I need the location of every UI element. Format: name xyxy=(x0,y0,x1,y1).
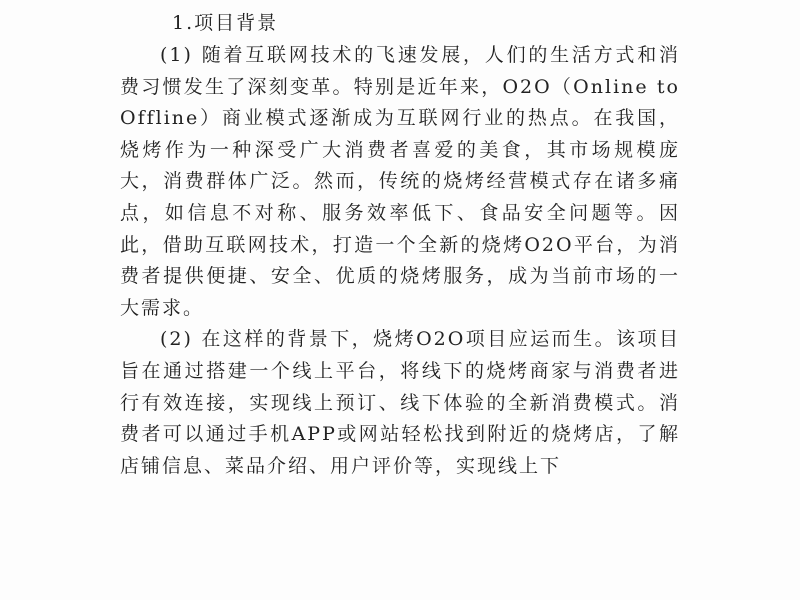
section-heading: 1.项目背景 xyxy=(172,12,279,34)
paragraph-2: (2) 在这样的背景下，烧烤O2O项目应运而生。该项目旨在通过搭建一个线上平台，将线下的烧烤商家与消费者进行有效连接，实现线上预订、线下体验的全新消费模式。消费者可以通过手机APP或网站轻松找到附近的烧烤店，了解店铺信息、菜品介绍、用户评价等，实现线上下 xyxy=(120,328,680,477)
document-body xyxy=(120,8,680,482)
paragraph-1: (1) 随着互联网技术的飞速发展，人们的生活方式和消费习惯发生了深刻变革。特别是近年来，O2O（Online to Offline）商业模式逐渐成为互联网行业的热点。在我国，烧烤作为一种深受广大消费者喜爱的美食，其市场规模庞大，消费群体广泛。然而，传统的烧烤经营模式存在诸多痛点，如信息不对称、服务效率低下、食品安全问题等。因此，借助互联网技术，打造一个全新的烧烤O2O平台，为消费者提供便捷、安全、优质的烧烤服务，成为当前市场的一大需求。 xyxy=(120,44,680,319)
